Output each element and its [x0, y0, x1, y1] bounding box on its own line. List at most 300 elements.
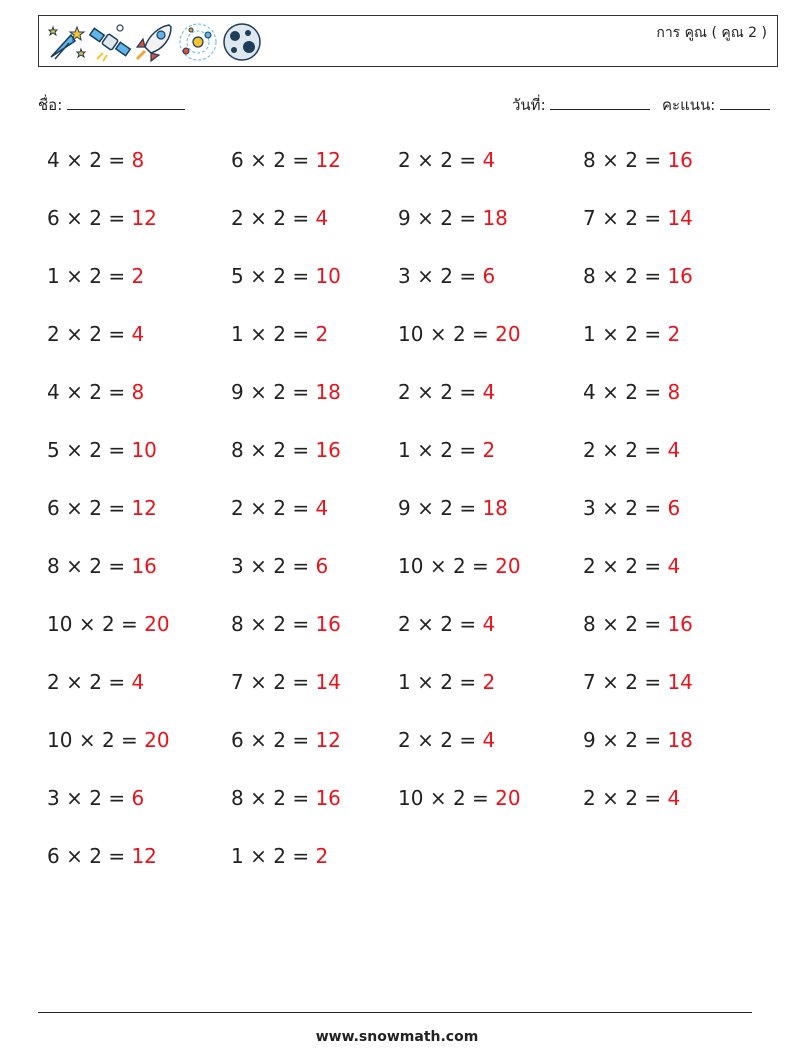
- answer: 14: [667, 670, 693, 694]
- equals-sign: =: [644, 264, 662, 288]
- problem-item: [398, 662, 495, 702]
- answer: 8: [131, 380, 145, 404]
- operand-a: 4: [47, 148, 60, 172]
- operand-b: 2: [440, 496, 453, 520]
- operand-a: 4: [47, 380, 60, 404]
- solar-system-icon: [177, 21, 219, 63]
- times-sign: ×: [602, 380, 619, 404]
- problem-item: [231, 778, 341, 818]
- operand-a: 2: [231, 206, 244, 230]
- equals-sign: =: [459, 438, 477, 462]
- problem-item: [583, 372, 680, 412]
- operand-a: 8: [583, 148, 596, 172]
- problem-item: [231, 372, 341, 412]
- problem-item: [231, 662, 341, 702]
- operand-b: 2: [452, 554, 466, 578]
- times-sign: ×: [250, 670, 267, 694]
- times-sign: ×: [66, 844, 83, 868]
- operand-b: 2: [89, 438, 102, 462]
- operand-b: 2: [625, 148, 638, 172]
- date-blank[interactable]: [550, 95, 650, 110]
- times-sign: ×: [66, 554, 83, 578]
- operand-b: 2: [440, 670, 453, 694]
- equals-sign: =: [292, 554, 310, 578]
- operand-a: 3: [47, 786, 60, 810]
- equals-sign: =: [644, 438, 662, 462]
- operand-b: 2: [273, 438, 286, 462]
- equals-sign: =: [459, 612, 477, 636]
- operand-b: 2: [273, 612, 286, 636]
- times-sign: ×: [78, 612, 96, 636]
- equals-sign: =: [644, 380, 662, 404]
- operand-b: 2: [273, 554, 286, 578]
- times-sign: ×: [66, 786, 83, 810]
- answer: 16: [315, 438, 341, 462]
- equals-sign: =: [292, 322, 310, 346]
- times-sign: ×: [78, 728, 96, 752]
- answer: 12: [315, 148, 341, 172]
- operand-a: 6: [47, 844, 60, 868]
- answer: 8: [131, 148, 145, 172]
- answer: 12: [131, 844, 157, 868]
- equals-sign: =: [472, 322, 489, 346]
- times-sign: ×: [602, 728, 619, 752]
- answer: 2: [482, 438, 496, 462]
- operand-a: 7: [583, 206, 596, 230]
- problem-item: [231, 314, 328, 354]
- operand-b: 2: [89, 264, 102, 288]
- operand-a: 2: [398, 380, 411, 404]
- operand-a: 2: [583, 438, 596, 462]
- times-sign: ×: [602, 612, 619, 636]
- equals-sign: =: [292, 438, 310, 462]
- answer: 16: [667, 148, 693, 172]
- problem-item: [398, 488, 508, 528]
- times-sign: ×: [602, 264, 619, 288]
- equals-sign: =: [292, 728, 310, 752]
- name-label: ชื่อ:: [38, 96, 63, 114]
- times-sign: ×: [417, 670, 434, 694]
- operand-b: 2: [89, 844, 102, 868]
- operand-a: 7: [231, 670, 244, 694]
- operand-b: 2: [273, 148, 286, 172]
- operand-b: 2: [440, 438, 453, 462]
- operand-b: 2: [625, 496, 638, 520]
- answer: 2: [482, 670, 496, 694]
- answer: 18: [667, 728, 693, 752]
- answer: 12: [315, 728, 341, 752]
- score-field: [662, 93, 770, 117]
- operand-b: 2: [273, 670, 286, 694]
- operand-b: 2: [273, 786, 286, 810]
- answer: 16: [667, 612, 693, 636]
- operand-a: 2: [47, 322, 60, 346]
- operand-b: 2: [273, 844, 286, 868]
- operand-b: 2: [625, 612, 638, 636]
- operand-b: 2: [625, 206, 638, 230]
- operand-a: 3: [398, 264, 411, 288]
- operand-a: 4: [583, 380, 596, 404]
- worksheet-header: [38, 15, 778, 67]
- operand-a: 6: [47, 206, 60, 230]
- operand-b: 2: [89, 380, 102, 404]
- answer: 6: [131, 786, 145, 810]
- operand-a: 9: [398, 496, 411, 520]
- operand-b: 2: [625, 438, 638, 462]
- times-sign: ×: [250, 380, 267, 404]
- answer: 16: [131, 554, 157, 578]
- operand-a: 8: [583, 264, 596, 288]
- operand-a: 2: [398, 148, 411, 172]
- equals-sign: =: [292, 148, 310, 172]
- equals-sign: =: [108, 554, 126, 578]
- problem-item: [47, 314, 144, 354]
- answer: 20: [495, 786, 521, 810]
- answer: 14: [315, 670, 341, 694]
- operand-b: 2: [89, 554, 102, 578]
- problem-item: [398, 140, 495, 180]
- equals-sign: =: [108, 786, 126, 810]
- operand-b: 2: [625, 728, 638, 752]
- equals-sign: =: [644, 670, 662, 694]
- rocket-icon: [133, 21, 175, 63]
- problem-item: [398, 430, 495, 470]
- problem-item: [398, 256, 495, 296]
- equals-sign: =: [459, 264, 477, 288]
- operand-a: 1: [583, 322, 596, 346]
- equals-sign: =: [108, 496, 126, 520]
- operand-b: 2: [440, 612, 453, 636]
- operand-a: 2: [231, 496, 244, 520]
- satellite-icon: [89, 21, 131, 63]
- problem-item: [47, 488, 157, 528]
- times-sign: ×: [602, 206, 619, 230]
- operand-b: 2: [440, 206, 453, 230]
- operand-b: 2: [89, 322, 102, 346]
- answer: 4: [482, 148, 496, 172]
- equals-sign: =: [644, 786, 662, 810]
- problem-item: [583, 256, 693, 296]
- times-sign: ×: [250, 264, 267, 288]
- operand-b: 2: [89, 206, 102, 230]
- times-sign: ×: [417, 264, 434, 288]
- answer: 6: [482, 264, 496, 288]
- score-blank[interactable]: [720, 95, 770, 110]
- times-sign: ×: [417, 438, 434, 462]
- times-sign: ×: [250, 728, 267, 752]
- problem-item: [47, 140, 144, 180]
- equals-sign: =: [292, 670, 310, 694]
- equals-sign: =: [644, 612, 662, 636]
- answer: 4: [131, 322, 145, 346]
- equals-sign: =: [459, 496, 477, 520]
- operand-a: 9: [398, 206, 411, 230]
- operand-a: 5: [231, 264, 244, 288]
- worksheet-title: การ คูณ ( คูณ 2 ): [656, 25, 767, 41]
- answer: 20: [144, 728, 170, 752]
- equals-sign: =: [472, 786, 489, 810]
- equals-sign: =: [472, 554, 489, 578]
- operand-b: 2: [625, 264, 638, 288]
- operand-b: 2: [452, 322, 466, 346]
- operand-a: 10: [398, 554, 424, 578]
- operand-a: 1: [398, 670, 411, 694]
- operand-a: 8: [231, 438, 244, 462]
- times-sign: ×: [66, 264, 83, 288]
- operand-b: 2: [89, 786, 102, 810]
- answer: 16: [315, 612, 341, 636]
- problem-item: [231, 546, 328, 586]
- equals-sign: =: [108, 438, 126, 462]
- times-sign: ×: [250, 612, 267, 636]
- times-sign: ×: [66, 438, 83, 462]
- operand-b: 2: [273, 728, 286, 752]
- operand-a: 2: [398, 728, 411, 752]
- equals-sign: =: [644, 496, 662, 520]
- equals-sign: =: [644, 554, 662, 578]
- operand-a: 8: [231, 786, 244, 810]
- operand-a: 3: [231, 554, 244, 578]
- answer: 2: [667, 322, 681, 346]
- operand-b: 2: [273, 496, 286, 520]
- operand-a: 1: [231, 322, 244, 346]
- operand-b: 2: [625, 670, 638, 694]
- operand-a: 2: [583, 786, 596, 810]
- operand-b: 2: [440, 264, 453, 288]
- times-sign: ×: [602, 496, 619, 520]
- equals-sign: =: [644, 206, 662, 230]
- problem-item: [231, 256, 341, 296]
- equals-sign: =: [292, 844, 310, 868]
- times-sign: ×: [250, 554, 267, 578]
- equals-sign: =: [292, 786, 310, 810]
- times-sign: ×: [250, 438, 267, 462]
- equals-sign: =: [121, 728, 138, 752]
- operand-a: 8: [231, 612, 244, 636]
- problem-item: [231, 198, 328, 238]
- times-sign: ×: [602, 322, 619, 346]
- operand-a: 2: [398, 612, 411, 636]
- times-sign: ×: [417, 380, 434, 404]
- answer: 12: [131, 496, 157, 520]
- footer-divider: [38, 1012, 752, 1013]
- operand-b: 2: [625, 554, 638, 578]
- answer: 20: [144, 612, 170, 636]
- problem-item: [47, 720, 170, 760]
- times-sign: ×: [602, 438, 619, 462]
- operand-a: 3: [583, 496, 596, 520]
- answer: 18: [482, 206, 508, 230]
- problem-item: [47, 546, 157, 586]
- answer: 8: [667, 380, 681, 404]
- operand-b: 2: [273, 380, 286, 404]
- times-sign: ×: [66, 496, 83, 520]
- times-sign: ×: [429, 554, 447, 578]
- operand-b: 2: [89, 496, 102, 520]
- times-sign: ×: [417, 206, 434, 230]
- problem-item: [583, 662, 693, 702]
- times-sign: ×: [417, 612, 434, 636]
- answer: 4: [667, 786, 681, 810]
- problem-item: [583, 314, 680, 354]
- equals-sign: =: [121, 612, 138, 636]
- equals-sign: =: [108, 322, 126, 346]
- problem-item: [231, 140, 341, 180]
- problem-item: [231, 836, 328, 876]
- times-sign: ×: [66, 322, 83, 346]
- answer: 18: [315, 380, 341, 404]
- equals-sign: =: [459, 148, 477, 172]
- problem-item: [47, 836, 157, 876]
- operand-a: 2: [47, 670, 60, 694]
- equals-sign: =: [108, 380, 126, 404]
- problem-item: [583, 430, 680, 470]
- times-sign: ×: [66, 380, 83, 404]
- name-blank[interactable]: [67, 95, 185, 110]
- problem-item: [47, 604, 170, 644]
- answer: 4: [667, 438, 681, 462]
- answer: 4: [315, 496, 329, 520]
- equals-sign: =: [459, 206, 477, 230]
- equals-sign: =: [292, 612, 310, 636]
- equals-sign: =: [108, 148, 126, 172]
- operand-a: 10: [398, 322, 424, 346]
- times-sign: ×: [66, 670, 83, 694]
- equals-sign: =: [292, 496, 310, 520]
- answer: 20: [495, 554, 521, 578]
- times-sign: ×: [429, 786, 447, 810]
- operand-b: 2: [452, 786, 466, 810]
- equals-sign: =: [644, 148, 662, 172]
- operand-a: 6: [231, 148, 244, 172]
- equals-sign: =: [459, 728, 477, 752]
- operand-a: 9: [583, 728, 596, 752]
- answer: 4: [482, 728, 496, 752]
- problem-item: [231, 488, 328, 528]
- answer: 4: [131, 670, 145, 694]
- operand-a: 8: [583, 612, 596, 636]
- equals-sign: =: [108, 844, 126, 868]
- problem-item: [583, 140, 693, 180]
- operand-b: 2: [440, 728, 453, 752]
- operand-a: 10: [398, 786, 424, 810]
- times-sign: ×: [602, 148, 619, 172]
- problem-item: [583, 198, 693, 238]
- operand-b: 2: [625, 786, 638, 810]
- operand-a: 2: [583, 554, 596, 578]
- problem-item: [231, 430, 341, 470]
- times-sign: ×: [417, 496, 434, 520]
- name-field: [38, 93, 185, 117]
- answer: 2: [315, 322, 329, 346]
- problem-item: [398, 198, 508, 238]
- operand-b: 2: [273, 206, 286, 230]
- operand-b: 2: [440, 380, 453, 404]
- times-sign: ×: [250, 496, 267, 520]
- times-sign: ×: [417, 728, 434, 752]
- times-sign: ×: [66, 206, 83, 230]
- operand-a: 5: [47, 438, 60, 462]
- equals-sign: =: [459, 380, 477, 404]
- answer: 4: [482, 612, 496, 636]
- answer: 6: [315, 554, 329, 578]
- score-label: คะแนน:: [662, 96, 716, 114]
- answer: 16: [315, 786, 341, 810]
- equals-sign: =: [108, 264, 126, 288]
- operand-b: 2: [273, 322, 286, 346]
- problem-item: [583, 604, 693, 644]
- operand-a: 10: [47, 612, 73, 636]
- answer: 10: [315, 264, 341, 288]
- times-sign: ×: [602, 554, 619, 578]
- times-sign: ×: [250, 322, 267, 346]
- answer: 4: [482, 380, 496, 404]
- answer: 6: [667, 496, 681, 520]
- operand-b: 2: [89, 148, 102, 172]
- times-sign: ×: [250, 786, 267, 810]
- operand-b: 2: [625, 380, 638, 404]
- operand-b: 2: [625, 322, 638, 346]
- operand-a: 8: [47, 554, 60, 578]
- problem-item: [583, 546, 680, 586]
- answer: 20: [495, 322, 521, 346]
- problem-item: [398, 372, 495, 412]
- operand-b: 2: [101, 612, 115, 636]
- operand-b: 2: [89, 670, 102, 694]
- answer: 4: [315, 206, 329, 230]
- operand-a: 1: [231, 844, 244, 868]
- times-sign: ×: [602, 786, 619, 810]
- times-sign: ×: [602, 670, 619, 694]
- problem-item: [47, 662, 144, 702]
- header-icons: [45, 20, 263, 64]
- times-sign: ×: [429, 322, 447, 346]
- operand-a: 6: [47, 496, 60, 520]
- comet-icon: [45, 21, 87, 63]
- operand-a: 1: [398, 438, 411, 462]
- date-label: วันที่:: [512, 96, 546, 114]
- operand-b: 2: [101, 728, 115, 752]
- problem-item: [398, 546, 521, 586]
- equals-sign: =: [292, 206, 310, 230]
- answer: 18: [482, 496, 508, 520]
- answer: 2: [315, 844, 329, 868]
- answer: 16: [667, 264, 693, 288]
- times-sign: ×: [250, 206, 267, 230]
- equals-sign: =: [292, 264, 310, 288]
- equals-sign: =: [644, 322, 662, 346]
- problem-item: [583, 778, 680, 818]
- problem-item: [231, 604, 341, 644]
- date-field: [512, 93, 650, 117]
- times-sign: ×: [250, 844, 267, 868]
- operand-a: 10: [47, 728, 73, 752]
- problem-item: [398, 778, 521, 818]
- equals-sign: =: [108, 206, 126, 230]
- equals-sign: =: [108, 670, 126, 694]
- operand-b: 2: [440, 148, 453, 172]
- footer-url: www.snowmath.com: [315, 1029, 479, 1045]
- problem-item: [398, 720, 495, 760]
- problem-item: [47, 372, 144, 412]
- problem-item: [398, 604, 495, 644]
- operand-a: 6: [231, 728, 244, 752]
- problem-item: [47, 256, 144, 296]
- operand-a: 9: [231, 380, 244, 404]
- problem-item: [398, 314, 521, 354]
- problem-item: [47, 778, 144, 818]
- equals-sign: =: [292, 380, 310, 404]
